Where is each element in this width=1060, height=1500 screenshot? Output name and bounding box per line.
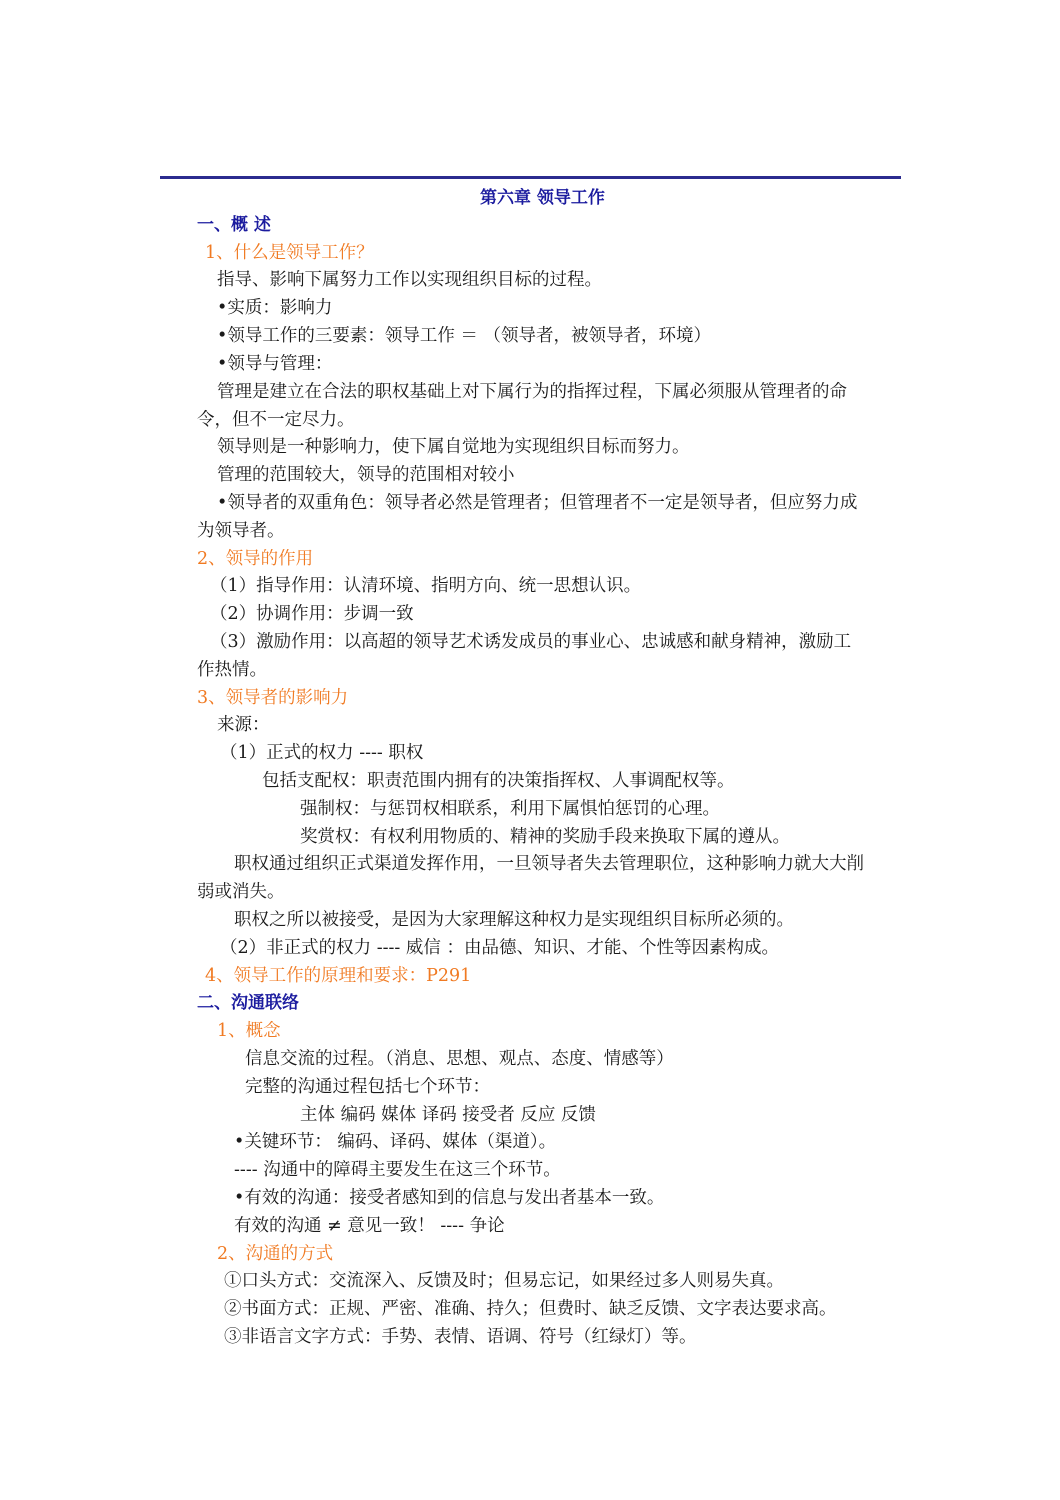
text-line: 强制权：与惩罚权相联系，利用下属惧怕惩罚的心理。: [300, 799, 720, 819]
text-line: •实质：影响力: [217, 298, 333, 318]
text-line: •有效的沟通：接受者感知到的信息与发出者基本一致。: [234, 1188, 665, 1208]
subsection-heading: 1、概念: [217, 1021, 281, 1041]
text-line: •关键环节： 编码、译码、媒体（渠道）。: [234, 1132, 557, 1152]
text-line: •领导与管理：: [217, 354, 333, 374]
text-line: •领导工作的三要素：领导工作 ＝ （领导者，被领导者，环境）: [217, 326, 711, 346]
text-line: 为领导者。: [197, 521, 285, 541]
text-line: 令，但不一定尽力。: [197, 410, 355, 430]
text-line: 管理是建立在合法的职权基础上对下属行为的指挥过程，下属必须服从管理者的命: [217, 382, 847, 402]
text-line: ②书面方式：正规、严密、准确、持久；但费时、缺乏反馈、文字表达要求高。: [224, 1299, 837, 1319]
text-line: 有效的沟通 ≠ 意见一致！ ---- 争论: [234, 1216, 505, 1236]
chapter-title: 第六章 领导工作: [480, 188, 605, 208]
subsection-heading: 2、沟通的方式: [217, 1244, 334, 1264]
text-line: 主体 编码 媒体 译码 接受者 反应 反馈: [300, 1105, 596, 1125]
text-line: 领导则是一种影响力，使下属自觉地为实现组织目标而努力。: [217, 437, 690, 457]
text-line: （2）协调作用：步调一致: [210, 604, 414, 624]
text-line: 来源：: [217, 715, 270, 735]
subsection-heading: 2、领导的作用: [197, 549, 314, 569]
text-line: 指导、影响下属努力工作以实现组织目标的过程。: [217, 270, 602, 290]
text-line: 奖赏权：有权利用物质的、精神的奖励手段来换取下属的遵从。: [300, 827, 790, 847]
text-line: 包括支配权：职责范围内拥有的决策指挥权、人事调配权等。: [262, 771, 735, 791]
text-line: （2）非正式的权力 ---- 威信 ：由品德、知识、才能、个性等因素构成。: [220, 938, 779, 958]
text-line: 职权通过组织正式渠道发挥作用，一旦领导者失去管理职位，这种影响力就大大削: [234, 854, 864, 874]
text-line: （1）正式的权力 ---- 职权: [220, 743, 424, 763]
section-heading-communication: 二、沟通联络: [197, 993, 299, 1013]
section-heading-overview: 一、概 述: [197, 215, 271, 235]
subsection-heading: 3、领导者的影响力: [197, 688, 349, 708]
subsection-heading: 4、领导工作的原理和要求：P291: [205, 966, 472, 986]
header-rule: [160, 176, 901, 179]
text-line: 管理的范围较大，领导的范围相对较小: [217, 465, 515, 485]
text-line: 作热情。: [197, 660, 267, 680]
text-line: 完整的沟通过程包括七个环节：: [245, 1077, 490, 1097]
text-line: •领导者的双重角色：领导者必然是管理者；但管理者不一定是领导者，但应努力成: [217, 493, 858, 513]
text-line: 职权之所以被接受，是因为大家理解这种权力是实现组织目标所必须的。: [234, 910, 794, 930]
text-line: ---- 沟通中的障碍主要发生在这三个环节。: [234, 1160, 561, 1180]
text-line: 弱或消失。: [197, 882, 285, 902]
subsection-heading: 1、什么是领导工作？: [205, 243, 374, 263]
text-line: （1）指导作用：认清环境、指明方向、统一思想认识。: [210, 576, 642, 596]
text-line: （3）激励作用：以高超的领导艺术诱发成员的事业心、忠诚感和献身精神，激励工: [210, 632, 852, 652]
text-line: ①口头方式：交流深入、反馈及时；但易忘记，如果经过多人则易失真。: [224, 1271, 784, 1291]
text-line: ③非语言文字方式：手势、表情、语调、符号（红绿灯）等。: [224, 1327, 697, 1347]
text-line: 信息交流的过程。（消息、思想、观点、态度、情感等）: [245, 1049, 674, 1069]
